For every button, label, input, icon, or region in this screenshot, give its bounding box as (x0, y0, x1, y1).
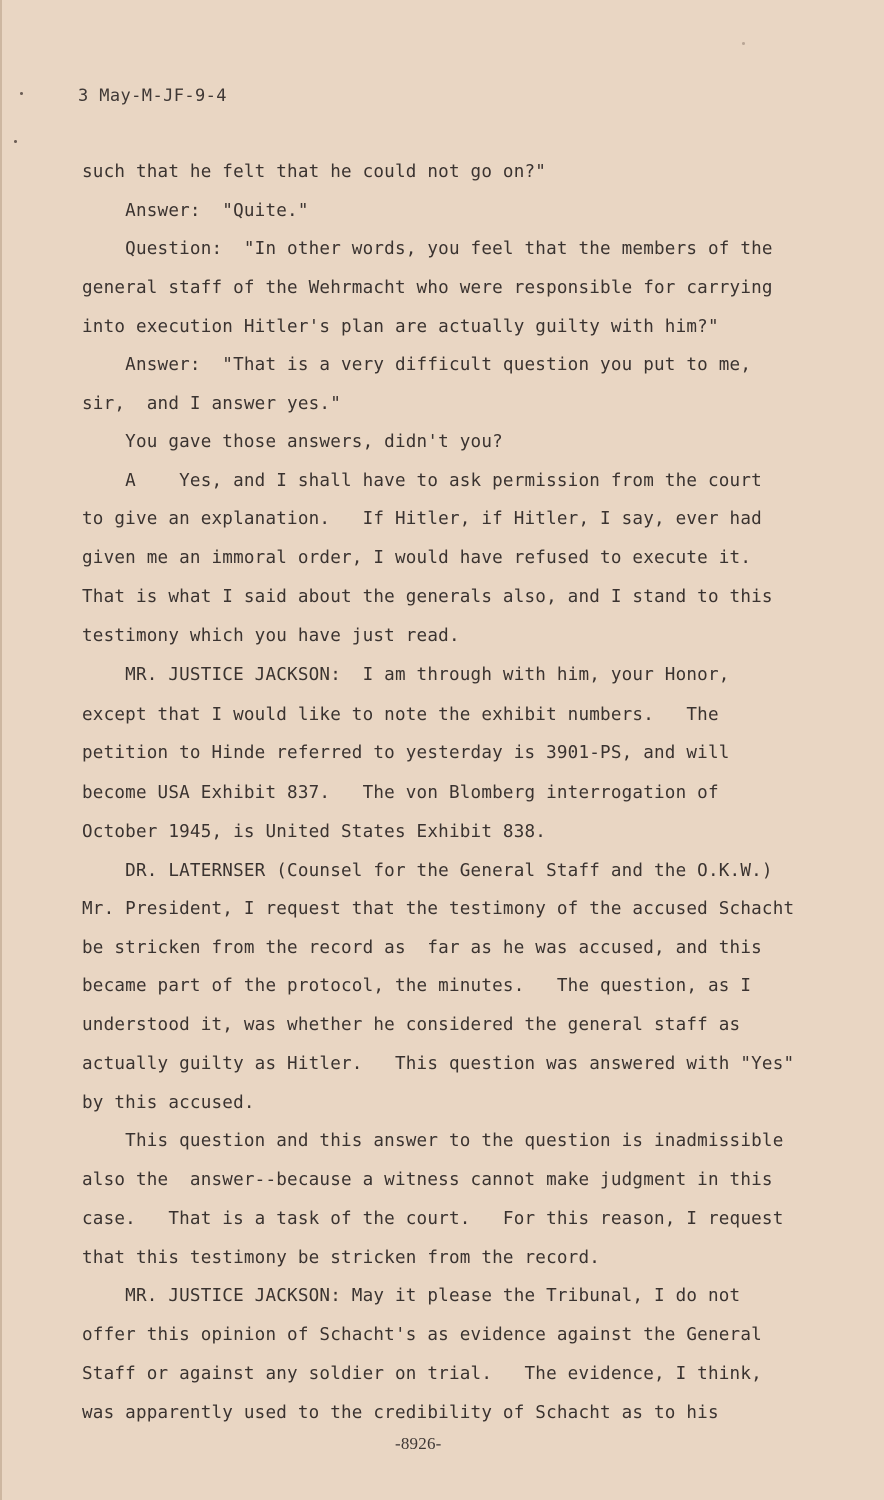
text-line: Mr. President, I request that the testimony of the accused Schacht (82, 899, 795, 919)
text-line: offer this opinion of Schacht's as evidence against the General (82, 1325, 762, 1345)
text-line: into execution Hitler's plan are actually guilty with him?" (82, 317, 719, 337)
text-line: became part of the protocol, the minutes. The question, as I (82, 976, 752, 996)
text-line: to give an explanation. If Hitler, if Hitler, I say, ever had (82, 509, 762, 529)
text-line: petition to Hinde referred to yesterday is 3901-PS, and will (82, 743, 730, 763)
text-line: This question and this answer to the question is inadmissible (82, 1131, 784, 1151)
text-line: become USA Exhibit 837. The von Blomberg interrogation of (82, 783, 719, 803)
text-line: DR. LATERNSER (Counsel for the General Staff and the O.K.W.) (82, 861, 773, 881)
paper-speck (20, 92, 23, 95)
paper-speck (14, 140, 17, 143)
text-line: Question: "In other words, you feel that the members of the (82, 239, 773, 259)
text-line: Answer: "Quite." (82, 201, 309, 221)
page-header-reference: 3 May-M-JF-9-4 (78, 86, 227, 106)
page-number: -8926- (395, 1434, 442, 1453)
text-line: that this testimony be stricken from the record. (82, 1248, 601, 1268)
text-line: case. That is a task of the court. For this reason, I request (82, 1209, 784, 1229)
text-line: sir, and I answer yes." (82, 394, 342, 414)
text-line: testimony which you have just read. (82, 626, 460, 646)
text-line: by this accused. (82, 1093, 255, 1113)
text-line: MR. JUSTICE JACKSON: May it please the Tribunal, I do not (82, 1286, 741, 1306)
text-line: understood it, was whether he considered the general staff as (82, 1015, 741, 1035)
text-line: A Yes, and I shall have to ask permission from the court (82, 471, 762, 491)
text-line: given me an immoral order, I would have refused to execute it. (82, 548, 752, 568)
text-line: You gave those answers, didn't you? (82, 432, 503, 452)
text-line: except that I would like to note the exhibit numbers. The (82, 705, 719, 725)
text-line: was apparently used to the credibility of Schacht as to his (82, 1403, 719, 1423)
text-line: actually guilty as Hitler. This question was answered with "Yes" (82, 1054, 795, 1074)
text-line: Answer: "That is a very difficult question you put to me, (82, 355, 752, 375)
text-line: be stricken from the record as far as he was accused, and this (82, 938, 762, 958)
text-line: October 1945, is United States Exhibit 838. (82, 822, 547, 842)
text-line: also the answer--because a witness cannot make judgment in this (82, 1170, 773, 1190)
text-line: such that he felt that he could not go on?" (82, 162, 547, 182)
paper-speck (742, 42, 745, 45)
text-line: Staff or against any soldier on trial. The evidence, I think, (82, 1364, 762, 1384)
text-line: general staff of the Wehrmacht who were responsible for carrying (82, 278, 773, 298)
text-line: That is what I said about the generals also, and I stand to this (82, 587, 773, 607)
text-line: MR. JUSTICE JACKSON: I am through with him, your Honor, (82, 665, 730, 685)
